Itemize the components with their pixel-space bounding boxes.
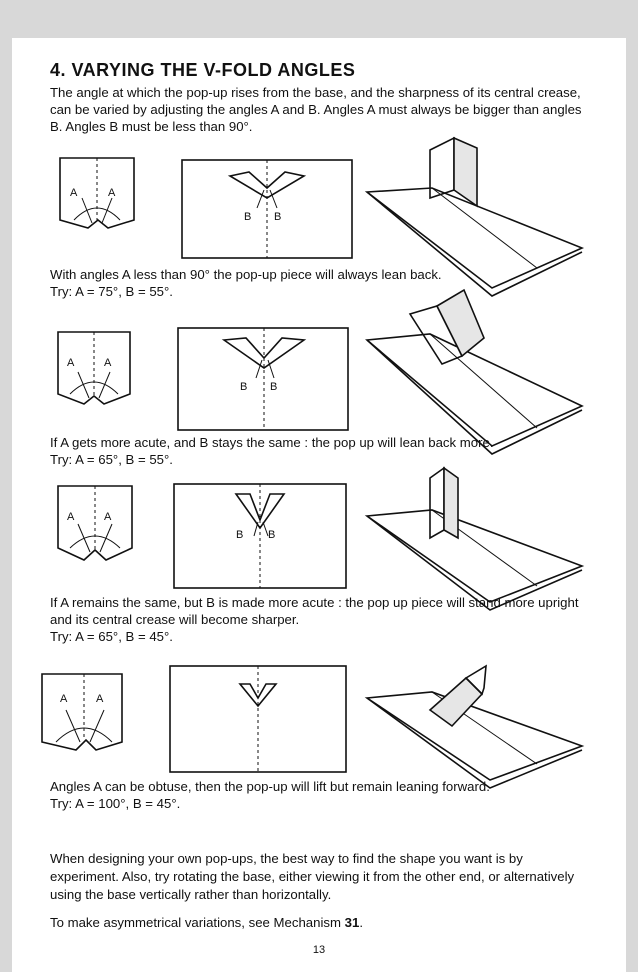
label-a-left: A	[70, 187, 78, 199]
example-4-try: Try: A = 100°, B = 45°.	[50, 796, 181, 811]
popup-perspective-4	[12, 38, 626, 972]
closing-paragraph: When designing your own pop-ups, the best way to find the shape you want is by experiment. Also, try rotating the base, either viewing it from the other end, or alternatively using the base vertically rather than horizontally.	[50, 851, 575, 902]
svg-text:B: B	[270, 381, 278, 393]
page	[12, 38, 626, 972]
svg-text:A: A	[67, 357, 75, 369]
svg-text:A: A	[104, 511, 112, 523]
example-3-caption: If A remains the same, but B is made more acute : the pop up piece will stand more upright and its central crease will become sharper.	[50, 595, 579, 627]
example-2-try: Try: A = 65°, B = 55°.	[50, 452, 173, 467]
example-1-caption: With angles A less than 90° the pop-up piece will always lean back.	[50, 267, 442, 282]
page-number: 13	[312, 944, 326, 956]
example-3-try: Try: A = 65°, B = 45°.	[50, 629, 173, 644]
svg-text:B: B	[244, 211, 252, 223]
svg-text:B: B	[268, 529, 276, 541]
svg-text:B: B	[274, 211, 282, 223]
intro-paragraph: The angle at which the pop-up rises from the base, and the sharpness of its central crease, can be varied by adjusting the angles A and B. Angles A must always be bigger than angles B. Angles B must be less than 90°.	[50, 85, 582, 134]
example-1-try: Try: A = 75°, B = 55°.	[50, 284, 173, 299]
asymmetric-reference	[50, 914, 363, 931]
asym-prefix: To make asymmetrical variations, see Mechanism	[50, 915, 341, 930]
asym-suffix: .	[359, 915, 363, 930]
svg-text:B: B	[236, 529, 244, 541]
label-a-right: A	[108, 187, 116, 199]
svg-text:B: B	[240, 381, 248, 393]
example-4-caption: Angles A can be obtuse, then the pop-up will lift but remain leaning forward.	[50, 779, 490, 794]
mechanism-number: 31	[344, 915, 360, 930]
svg-text:A: A	[67, 511, 75, 523]
svg-text:A: A	[60, 693, 68, 705]
section-title: 4. VARYING THE V-FOLD ANGLES	[50, 60, 356, 80]
svg-text:A: A	[104, 357, 112, 369]
svg-text:A: A	[96, 693, 104, 705]
example-2-caption: If A gets more acute, and B stays the same : the pop up will lean back more.	[50, 435, 494, 450]
